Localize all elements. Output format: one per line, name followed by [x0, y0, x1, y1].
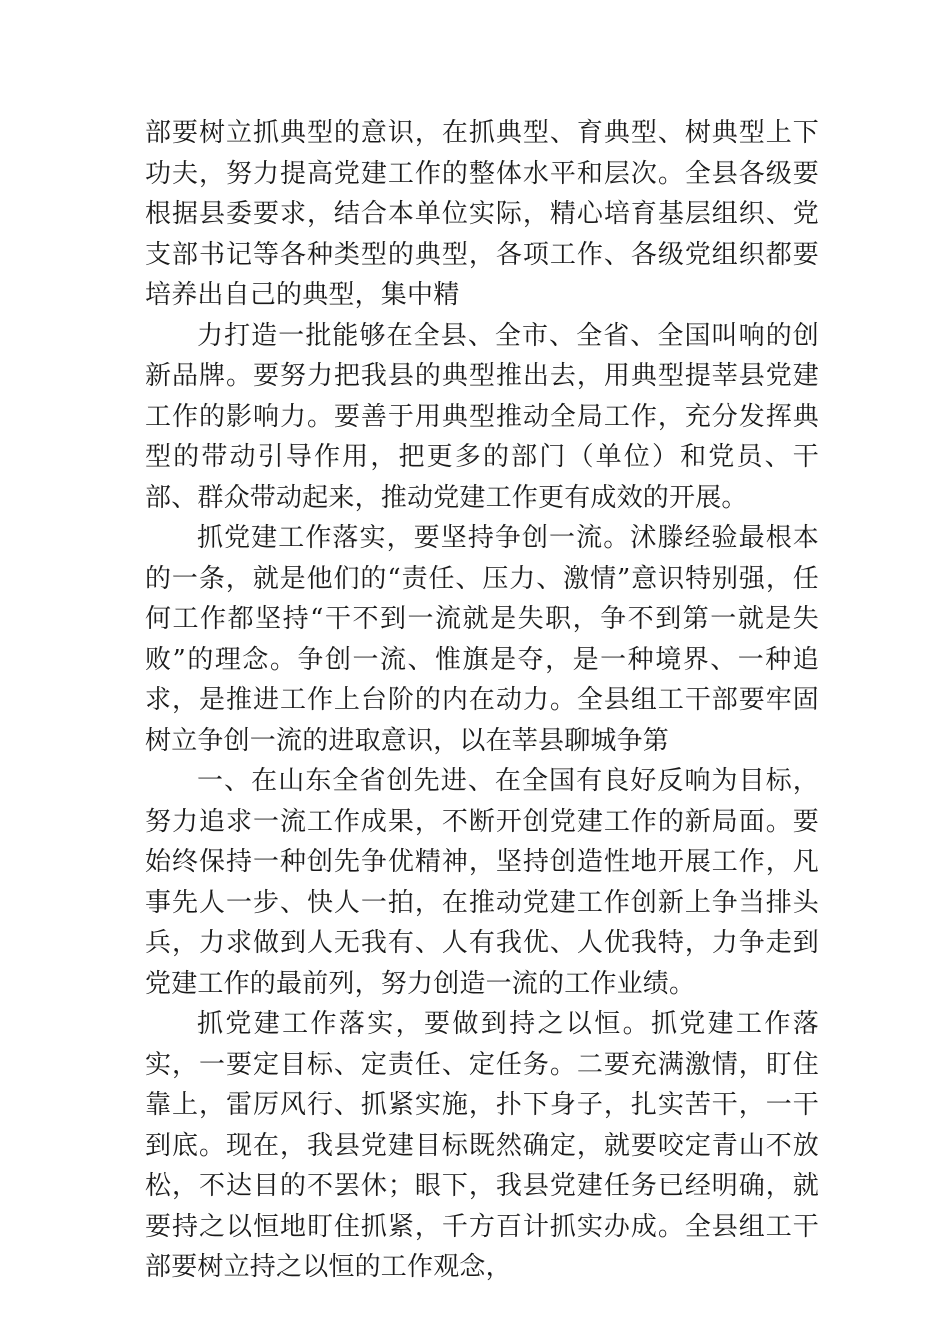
- paragraph-3: 抓党建工作落实，要坚持争创一流。沭滕经验最根本的一条，就是他们的“责任、压力、激情”意识特别强，任何工作都坚持“干不到一流就是失职，争不到第一就是失败”的理念。争创一流、惟旗是夺，是一种境界、一种追求，是推进工作上台阶的内在动力。全县组工干部要牢固树立争创一流的进取意识，以在莘县聊城争第: [145, 523, 819, 756]
- paragraph-5: 抓党建工作落实，要做到持之以恒。抓党建工作落实，一要定目标、定责任、定任务。二要充满激情，盯住靠上，雷厉风行、抓紧实施，扑下身子，扎实苦干，一干到底。现在，我县党建目标既然确定，就要咬定青山不放松，不达目的不罢休；眼下，我县党建任务已经明确，就要持之以恒地盯住抓紧，千方百计抓实办成。全县组工干部要树立持之以恒的工作观念，: [145, 1009, 819, 1282]
- paragraph-2: 力打造一批能够在全县、全市、全省、全国叫响的创新品牌。要努力把我县的典型推出去，用典型提莘县党建工作的影响力。要善于用典型推动全局工作，充分发挥典型的带动引导作用，把更多的部门（单位）和党员、干部、群众带动起来，推动党建工作更有成效的开展。: [145, 320, 819, 513]
- paragraph-4: 一、在山东全省创先进、在全国有良好反响为目标，努力追求一流工作成果，不断开创党建工作的新局面。要始终保持一种创先争优精神，坚持创造性地开展工作，凡事先人一步、快人一拍，在推动党建工作创新上争当排头兵，力求做到人无我有、人有我优、人优我特，力争走到党建工作的最前列，努力创造一流的工作业绩。: [145, 766, 819, 999]
- document-body: [145, 113, 819, 1288]
- paragraph-1: 部要树立抓典型的意识，在抓典型、育典型、树典型上下功夫，努力提高党建工作的整体水平和层次。全县各级要根据县委要求，结合本单位实际，精心培育基层组织、党支部书记等各种类型的典型，各项工作、各级党组织都要培养出自己的典型，集中精: [145, 118, 819, 310]
